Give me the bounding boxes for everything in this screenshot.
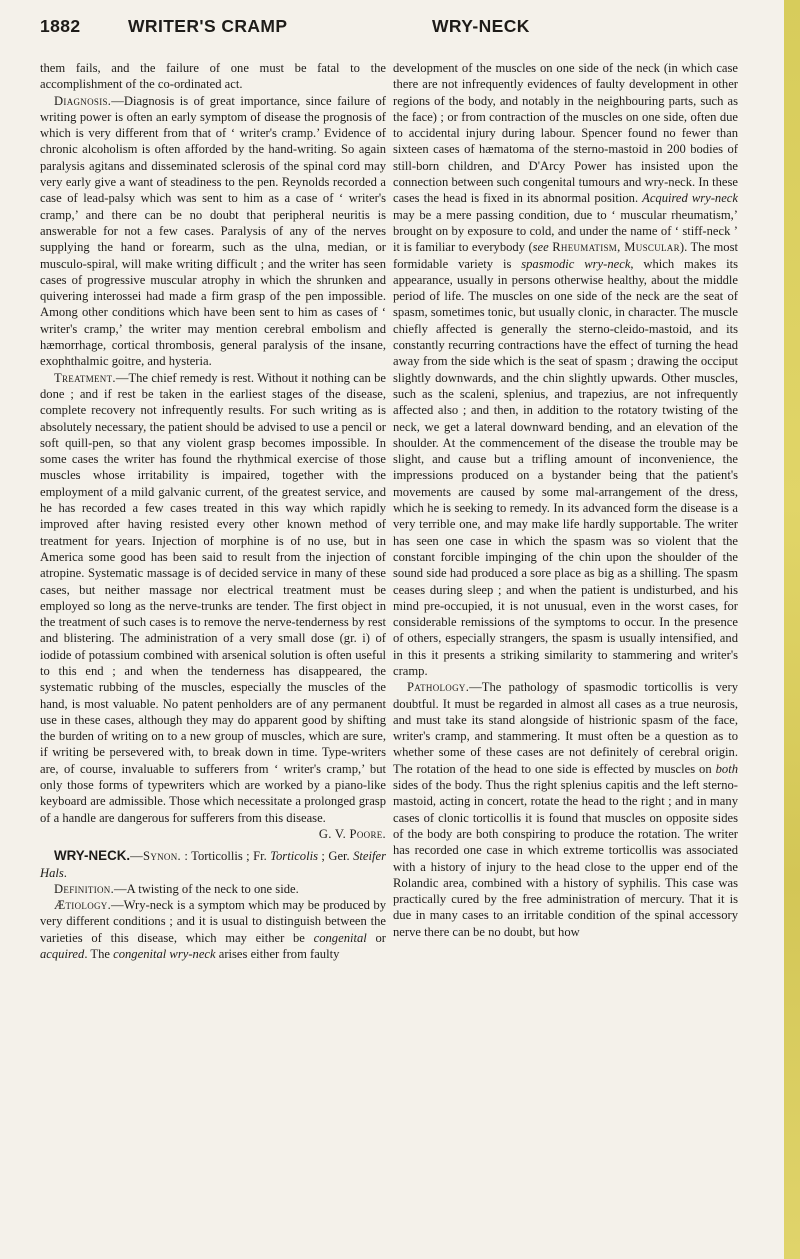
paragraph-definition — [40, 881, 386, 897]
definition-text: —A twisting of the neck to one side. — [114, 881, 299, 896]
section-label-aetiology: Ætiology. — [54, 898, 112, 913]
term-congenital: congenital — [313, 930, 367, 945]
german-label: ; Ger. — [318, 849, 354, 864]
paragraph-development — [393, 60, 738, 679]
aetiology-text-2: . The — [84, 947, 114, 962]
section-label-pathology: Pathology. — [407, 680, 470, 695]
author-signature: G. V. Poore. — [318, 826, 386, 841]
entry-heading — [40, 848, 386, 881]
paragraph-treatment — [40, 370, 386, 826]
term-spasmodic-wry-neck: spasmodic wry-neck — [521, 256, 631, 271]
pathology-text-b: sides of the body. Thus the right splenius capitis and the left sterno-mastoid, acting in concert, rotate the head to the right ; and in many cases of clonic torticollis it is found that muscles on opposite sides of the body are both conspiring to produce the rotation. The writer has recorded one case in which extreme torticollis was associated with a history of injury to the head close to the upper end of the Rolandic area, combined with a history of syphilis. This case was practically cured by the free administration of mercury. That it is due in many cases to an irritable condition of the spinal accessory nerve there can be no doubt, but how — [393, 778, 738, 939]
synon-label: —Synon. — [130, 849, 181, 864]
running-header — [40, 16, 760, 44]
term-see: see — [532, 240, 549, 255]
section-label-treatment: Treatment. — [54, 370, 116, 385]
german-term: Steifer Hals — [40, 849, 386, 880]
left-running-head: WRITER'S CRAMP — [128, 16, 288, 36]
section-label-diagnosis: Diagnosis. — [54, 93, 112, 108]
pathology-text-a: —The pathology of spasmodic torticollis is very doubtful. It must be regarded in almost all cases as a true neurosis, and must take its stand alongside of histrionic spasm of the face, writer's cramp, and stammering. It must often be a question as to whether some of these cases are not definitely of cerebral origin. The rotation of the head to one side is effected by muscles on — [393, 680, 738, 776]
left-column — [40, 60, 386, 962]
entry-end: . — [63, 865, 67, 880]
aetiology-text-3: arises either from faulty — [215, 947, 340, 962]
term-acquired: acquired — [40, 947, 85, 962]
entry-headword: WRY-NECK. — [54, 848, 131, 864]
dev-text-a: development of the muscles on one side of the neck (in which case there are not infrequently evidences of faulty development in other regions of the body, and notably in the neighbouring parts, such as the face) ; or from contraction of the muscles on one side, often due to accidental injury during labour. Spencer found no fewer than sixteen cases of hæmatoma of the sterno-mastoid in 200 bodies of still-born children, and D'Arcy Power has insisted upon the connection between such congenital tumours and wry-neck. In these cases the head is fixed in its abnormal position. — [393, 61, 738, 206]
cross-reference: Rheumatism, Muscular — [552, 240, 680, 255]
right-column — [393, 60, 738, 940]
term-acquired-wry-neck: Acquired wry-neck — [642, 191, 738, 206]
dev-text-b: may be a mere passing condition, due to ‘ muscular rheumatism,’ brought on by exposure to cold, and under the name of ‘ stiff-neck ’ it is familiar to everybody ( — [393, 207, 738, 255]
paragraph-diagnosis — [40, 93, 386, 370]
paragraph-continuation: them fails, and the failure of one must be fatal to the accomplishment of the co-ordinated act. — [40, 61, 386, 92]
paragraph-aetiology — [40, 897, 386, 962]
page-edge-strip — [784, 0, 800, 1259]
dev-text-d: , which makes its appearance, usually in persons otherwise healthy, about the middle period of life. The muscles on one side of the neck are the seat of spasm, sometimes tonic, but usually clonic, in character. The muscle chiefly affected is generally the sterno-cleido-mastoid, and its constantly recurring contractions have the effect of turning the head away from the side which is the seat of spasm ; drawing the occiput slightly downwards, and the chin slightly upwards. Other muscles, such as the scaleni, splenius, and trapezius, are not infrequently affected also ; and then, in addition to the rotatory twisting of the neck, we get a lateral downward bending, and an elevation of the shoulder. At the commencement of the disease the trouble may be slight, and cause but a trifling amount of inconvenience, the impressions produced on a bystander being that the patient's movements are caused by some mal-arrangement of the dress, which he is seeking to remedy. In its advanced form the disease is a very terrible one, and may make life hardly supportable. The writer has seen one case in which the spasm was so violent that the constant forcible impinging of the chin upon the shoulder of the sound side had produced a sore place as big as a shilling. The spasm ceases during sleep ; and when the patient is undisturbed, and his mind pre-occupied, it is not unusual, even in the worst cases, for considerable remissions of the symptoms to occur. In the presence of others, especially strangers, the spasm is usually intensified, and in this it presents a striking similarity to stammering and writer's cramp. — [393, 256, 738, 678]
french-term: Torticolis — [270, 849, 318, 864]
diagnosis-text: —Diagnosis is of great importance, since failure of writing power is often an early symptom of disease the prognosis of which is very different from that of ‘ writer's cramp.’ Evidence of chronic alcoholism is often afforded by the hand-writing. So again paralysis agitans and disseminated sclerosis of the spinal cord may very early give a want of steadiness to the pen. Reynolds recorded a case of lead-palsy which was sent to him as a case of ‘ writer's cramp,’ and there can be no doubt that peripheral neuritis is answerable for not a few cases. Paralysis of any of the nerves supplying the hand or forearm, such as the ulna, median, or musculo-spiral, will make writing difficult ; and the writer has seen cases of progressive muscular atrophy in which the shrunken and quivering interossei had made a firm grasp of the pen impossible. Among other conditions which have been sent to him as cases of ‘ writer's cramp,’ the writer may mention cerebral embolism and hæmorrhage, cortical thrombosis, general paralysis of the insane, exophthalmic goitre, and hysteria. — [40, 93, 386, 369]
term-congenital-wry-neck: congenital wry-neck — [113, 947, 216, 962]
aetiology-text-1: —Wry-neck is a symptom which may be produced by very different conditions ; and it is usual to distinguish between the varieties of this disease, which may either be — [40, 898, 386, 945]
treatment-text: —The chief remedy is rest. Without it nothing can be done ; and if rest be taken in the earliest stages of the disease, complete recovery not infrequently results. For such writing as is absolutely necessary, the patient should be advised to use a pencil or soft quill-pen, so that any violent grasp becomes impossible. In some cases the writer has found the rhythmical exercise of those muscles whose irritability is impaired, together with the employment of a mild galvanic current, of the greatest service, and he has recorded a few cases treated in this way which rapidly improved after having resisted every other known method of treatment for years. Injection of morphine is of no use, but in America some good has been said to result from the injection of atropine. Systematic massage is of decided service in many of these cases, but neither massage nor electrical treatment must be employed so long as the nerve-trunks are tender. The first object in the treatment of such cases is to remove the nerve-tenderness by rest and blistering. The administration of a very small dose (gr. i) of iodide of potassium combined with arsenical solution is often useful to this end ; and when the tenderness has disappeared, the systematic rubbing of the muscles, especially the muscles of the hand, is most valuable. No patent penholders are of any permanent use in these cases, although they may do apparent good by shifting the burden of writing on to a new group of muscles, which are sure, if writing be persevered with, to break down in time. Type-writers are, of course, invaluable to sufferers from ‘ writer's cramp,’ but only those forms of typewriters which are worked by a piano-like keyboard are admissible. Those which necessitate a prolonged grasp of a handle are dangerous for sufferers from this disease. — [40, 370, 386, 825]
term-both: both — [715, 761, 738, 776]
paragraph-pathology — [393, 679, 738, 940]
aetiology-or: or — [366, 930, 387, 945]
dev-text-c: ). The most formidable variety is — [393, 240, 739, 271]
page-number: 1882 — [40, 16, 81, 36]
section-label-definition: Definition. — [54, 881, 115, 896]
right-running-head: WRY-NECK — [432, 16, 530, 36]
synon-text: : Torticollis ; Fr. — [181, 849, 271, 864]
